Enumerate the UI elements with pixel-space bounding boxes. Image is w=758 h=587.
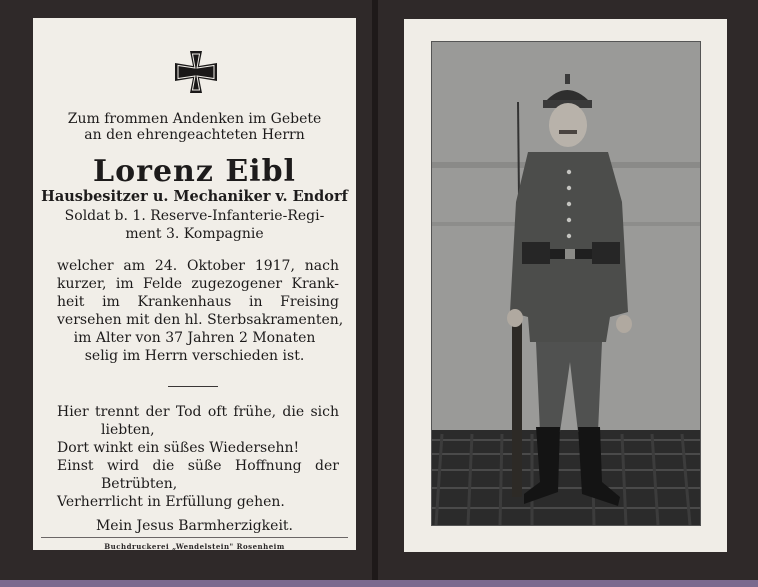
printer-rule [41,537,348,538]
poem-line-3: Dort winkt ein süßes Wiedersehn! [57,440,300,456]
death-line-5: im Alter von 37 Jahren 2 Monaten [73,330,316,346]
divider-rule [168,386,218,387]
death-line-1: welcher am 24. Oktober 1917, nach [57,258,339,274]
poem-line-2: liebten, [101,422,155,438]
soldier-photo [431,41,701,526]
death-line-2: kurzer, im Felde zugezogener Krank- [57,276,339,292]
regiment-line-2: ment 3. Kompagnie [125,226,264,242]
intro-line-1: Zum frommen Andenken im Gebete [67,111,322,127]
deceased-name: Lorenz Eibl [93,154,296,189]
printer-imprint: Buchdruckerei „Wendelstein" Rosenheim [104,542,285,551]
poem-line-1: Hier trennt der Tod oft frühe, die sich [57,404,339,420]
text-panel [33,18,356,550]
occupation: Hausbesitzer u. Mechaniker v. Endorf [41,188,348,205]
poem-line-6: Verherrlicht in Erfüllung gehen. [57,494,285,510]
regiment-line-1: Soldat b. 1. Reserve-Infanterie-Regi- [64,208,325,224]
card-fold [372,0,378,580]
death-line-6: selig im Herrn verschieden ist. [84,348,305,364]
soldier-illustration [432,42,700,525]
closing-prayer: Mein Jesus Barmherzigkeit. [95,518,294,534]
death-line-3: heit im Krankenhaus in Freising [57,294,339,310]
poem-line-4: Einst wird die süße Hoffnung der [57,458,339,474]
death-line-4: versehen mit den hl. Sterbsakramenten, [57,312,344,328]
intro-line-2: an den ehrengeachteten Herrn [84,127,305,143]
iron-cross-icon [173,49,219,95]
poem-line-5: Betrübten, [101,476,178,492]
